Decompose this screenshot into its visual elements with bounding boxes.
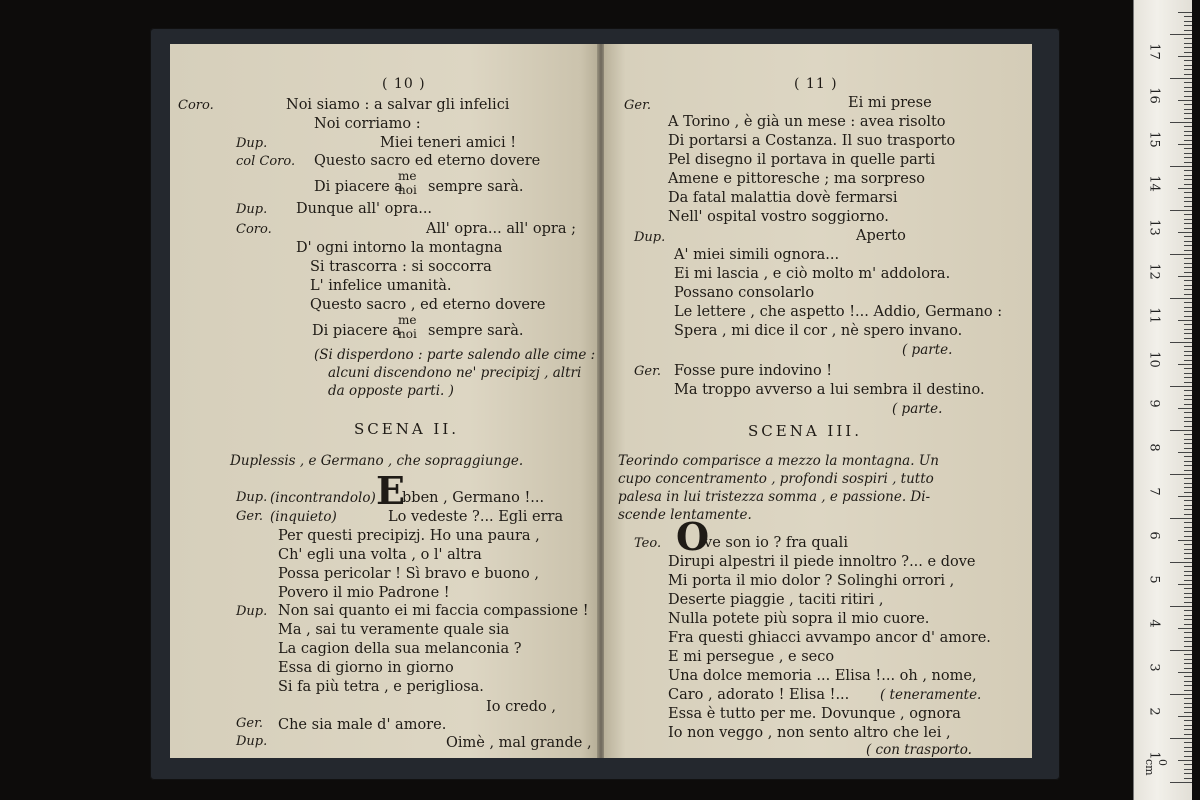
ruler-tick (1184, 602, 1192, 603)
fraction-bottom: noi (398, 183, 417, 197)
ruler-tick (1178, 496, 1192, 497)
speaker: Ger. (236, 509, 263, 524)
ruler-tick (1184, 505, 1192, 506)
ruler-tick (1184, 351, 1192, 352)
stage-direction: ( teneramente. (880, 687, 982, 703)
ruler-tick (1184, 30, 1192, 31)
verse-line: Lo vedeste ?... Egli erra (388, 509, 564, 525)
ruler-tick (1184, 148, 1192, 149)
ruler-tick (1170, 474, 1192, 475)
ruler-tick (1184, 272, 1192, 273)
ruler-tick (1184, 593, 1192, 594)
ruler-tick (1184, 509, 1192, 510)
ruler-tick (1184, 280, 1192, 281)
ruler-tick (1184, 742, 1192, 743)
fraction-bottom: noi (398, 327, 417, 341)
ruler-tick (1184, 619, 1192, 620)
ruler-tick (1184, 65, 1192, 66)
ruler-tick (1184, 399, 1192, 400)
ruler-tick (1184, 289, 1192, 290)
ruler-tick (1184, 690, 1192, 691)
ruler-tick (1184, 778, 1192, 779)
ruler-tick (1178, 628, 1192, 629)
ruler-tick (1184, 676, 1192, 677)
ruler-tick (1184, 536, 1192, 537)
ruler-tick (1178, 760, 1192, 761)
ruler-tick (1184, 527, 1192, 528)
ruler-tick (1184, 355, 1192, 356)
ruler-tick (1184, 421, 1192, 422)
ruler-tick (1184, 553, 1192, 554)
ruler-tick (1170, 298, 1192, 299)
verse-line: bben , Germano !... (402, 490, 545, 506)
verse-line: Una dolce memoria ... Elisa !... oh , nome, (668, 668, 977, 684)
ruler-tick (1184, 685, 1192, 686)
ruler-tick (1184, 311, 1192, 312)
ruler-tick (1184, 544, 1192, 545)
ruler-tick (1184, 712, 1192, 713)
verse-line: Si trascorra : si soccorra (310, 259, 492, 275)
ruler-tick (1184, 294, 1192, 295)
speaker: Dup. (236, 202, 268, 217)
ruler-tick (1184, 373, 1192, 374)
ruler-tick (1184, 637, 1192, 638)
verse-line: Ma troppo avverso a lui sembra il destino. (674, 382, 985, 398)
speaker: Dup. (236, 734, 268, 749)
ruler-tick (1184, 558, 1192, 559)
ruler-tick (1184, 338, 1192, 339)
ruler-tick (1184, 448, 1192, 449)
ruler-tick (1184, 390, 1192, 391)
ruler-tick (1178, 452, 1192, 453)
ruler-tick (1184, 751, 1192, 752)
ruler-tick (1184, 668, 1192, 669)
ruler-number: 10 (1146, 351, 1162, 368)
ruler-tick (1184, 500, 1192, 501)
ruler-tick (1184, 96, 1192, 97)
ruler-tick (1184, 214, 1192, 215)
ruler-number: 4 (1146, 619, 1162, 628)
verse-line: Che sia male d' amore. (278, 717, 447, 733)
ruler-tick (1184, 624, 1192, 625)
ruler-tick (1178, 56, 1192, 57)
speaker: Coro. (236, 222, 272, 237)
stage-direction: Duplessis , e Germano , che sopraggiunge. (230, 453, 524, 469)
ruler-tick (1184, 465, 1192, 466)
scene-title: SCENA III. (748, 422, 862, 440)
verse-line: Di piacere a (314, 179, 403, 195)
verse-line: Fra questi ghiacci avvampo ancor d' amore. (668, 630, 991, 646)
ruler-tick (1184, 632, 1192, 633)
ruler-tick (1184, 773, 1192, 774)
verse-line: Noi corriamo : (314, 116, 421, 132)
drop-cap: O (676, 514, 710, 559)
verse-line: Ch' egli una volta , o l' altra (278, 547, 482, 563)
ruler-tick (1184, 74, 1192, 75)
ruler-tick (1184, 113, 1192, 114)
ruler-tick (1184, 615, 1192, 616)
verse-line: Fosse pure indovino ! (674, 363, 833, 379)
ruler-tick (1184, 571, 1192, 572)
verse-line: La cagion della sua melanconia ? (278, 641, 522, 657)
ruler-tick (1184, 250, 1192, 251)
stage-direction: scende lentamente. (618, 507, 752, 523)
ruler-tick (1184, 131, 1192, 132)
speaker: Dup. (236, 604, 268, 619)
fraction-top: me (398, 169, 417, 183)
ruler-tick (1184, 153, 1192, 154)
ruler-number: 17 (1146, 43, 1162, 60)
verse-line: Possano consolarlo (674, 285, 815, 301)
verse-line: Non sai quanto ei mi faccia compassione ! (278, 603, 589, 619)
ruler-tick (1184, 580, 1192, 581)
ruler-tick (1184, 610, 1192, 611)
ruler-number: 9 (1146, 399, 1162, 408)
ruler-tick (1184, 597, 1192, 598)
stage-direction: (incontrandolo) (270, 490, 376, 506)
ruler-tick (1184, 47, 1192, 48)
ruler-number: 14 (1146, 175, 1162, 192)
ruler-tick (1184, 646, 1192, 647)
ruler-tick (1184, 157, 1192, 158)
ruler-tick (1184, 663, 1192, 664)
ruler-tick (1184, 201, 1192, 202)
ruler-tick (1184, 368, 1192, 369)
ruler-tick (1178, 320, 1192, 321)
stage-direction: ( con trasporto. (866, 742, 972, 758)
verse-line: Essa di giorno in giorno (278, 660, 454, 676)
ruler-tick (1184, 747, 1192, 748)
ruler-tick (1184, 184, 1192, 185)
speaker: Coro. (178, 98, 214, 113)
ruler-tick (1184, 245, 1192, 246)
verse-line: E mi persegue , e seco (668, 649, 835, 665)
speaker: Dup. (236, 136, 268, 151)
ruler-tick (1170, 254, 1192, 255)
ruler-tick (1184, 170, 1192, 171)
ruler-tick (1184, 417, 1192, 418)
stage-direction: da opposte parti. ) (328, 383, 454, 399)
ruler-tick (1184, 285, 1192, 286)
ruler-tick (1184, 404, 1192, 405)
ruler-tick (1184, 258, 1192, 259)
scene-title: SCENA II. (354, 420, 460, 438)
verse-line: Caro , adorato ! Elisa !... (668, 687, 850, 703)
right-page (604, 44, 1032, 758)
ruler-tick (1184, 43, 1192, 44)
ruler-tick (1184, 698, 1192, 699)
ruler-tick (1170, 166, 1192, 167)
ruler-tick (1184, 487, 1192, 488)
stage-direction: (inquieto) (270, 509, 337, 525)
stage-direction: cupo concentramento , profondi sospiri , tutto (618, 471, 934, 487)
ruler-tick (1184, 91, 1192, 92)
ruler-tick (1184, 769, 1192, 770)
ruler-number: 3 (1146, 663, 1162, 672)
ruler-tick (1184, 443, 1192, 444)
verse-line: ve son io ? fra quali (704, 535, 848, 551)
ruler-tick (1184, 329, 1192, 330)
verse-line: Dunque all' opra... (296, 201, 433, 217)
ruler-tick (1184, 575, 1192, 576)
verse-line: Amene e pittoresche ; ma sorpreso (668, 171, 925, 187)
ruler-number: 11 (1146, 307, 1162, 324)
ruler-tick (1178, 12, 1192, 13)
ruler-tick (1184, 703, 1192, 704)
verse-line: Da fatal malattia dovè fermarsi (668, 190, 898, 206)
verse-line: Mi porta il mio dolor ? Solinghi orrori , (668, 573, 955, 589)
ruler-tick (1184, 461, 1192, 462)
ruler-tick (1184, 426, 1192, 427)
ruler-tick (1178, 188, 1192, 189)
verse-line: Per questi precipizj. Ho una paura , (278, 528, 540, 544)
ruler-tick (1184, 219, 1192, 220)
ruler-tick (1178, 276, 1192, 277)
verse-line: Possa pericolar ! Sì bravo e buono , (278, 566, 539, 582)
ruler-tick (1184, 756, 1192, 757)
ruler-tick (1184, 681, 1192, 682)
verse-line: Io non veggo , non sento altro che lei , (668, 725, 951, 741)
ruler-tick (1170, 78, 1192, 79)
ruler-tick (1184, 720, 1192, 721)
verse-line: A Torino , è già un mese : avea risolto (668, 114, 946, 130)
ruler-tick (1184, 302, 1192, 303)
ruler-tick (1184, 175, 1192, 176)
ruler-tick (1184, 478, 1192, 479)
ruler-tick (1184, 522, 1192, 523)
verse-line: sempre sarà. (428, 323, 524, 339)
ruler-tick (1170, 650, 1192, 651)
ruler-number: 2 (1146, 707, 1162, 716)
verse-line: Noi siamo : a salvar gli infelici (286, 97, 510, 113)
speaker: Ger. (634, 364, 661, 379)
ruler-number: 15 (1146, 131, 1162, 148)
verse-line: Essa è tutto per me. Dovunque , ognora (668, 706, 961, 722)
verse-line: Spera , mi dice il cor , nè spero invano. (674, 323, 963, 339)
ruler-tick (1170, 782, 1192, 783)
ruler-number: 16 (1146, 87, 1162, 104)
ruler-tick (1184, 82, 1192, 83)
ruler-tick (1184, 395, 1192, 396)
page-number: ( 11 ) (794, 76, 838, 92)
verse-line: Povero il mio Padrone ! (278, 585, 450, 601)
ruler-tick (1184, 382, 1192, 383)
ruler-tick (1178, 584, 1192, 585)
ruler-tick (1170, 342, 1192, 343)
ruler-tick (1184, 21, 1192, 22)
ruler-number: 8 (1146, 443, 1162, 452)
ruler-number: 12 (1146, 263, 1162, 280)
ruler-tick (1184, 456, 1192, 457)
ruler-tick (1184, 228, 1192, 229)
ruler-number: 6 (1146, 531, 1162, 540)
ruler-tick (1184, 588, 1192, 589)
ruler-tick (1184, 16, 1192, 17)
stage-direction: palesa in lui tristezza somma , e passione. Di- (618, 489, 931, 505)
speaker: Ger. (624, 98, 651, 113)
measurement-ruler (1133, 0, 1192, 800)
verse-line: All' opra... all' opra ; (426, 221, 576, 237)
ruler-tick (1184, 25, 1192, 26)
ruler-tick (1184, 126, 1192, 127)
ruler-tick (1184, 734, 1192, 735)
ruler-tick (1184, 52, 1192, 53)
ruler-tick (1184, 659, 1192, 660)
ruler-tick (1170, 738, 1192, 739)
ruler-tick (1178, 100, 1192, 101)
verse-line: Miei teneri amici ! (380, 135, 517, 151)
verse-line: Ei mi lascia , e ciò molto m' addolora. (674, 266, 951, 282)
verse-line: D' ogni intorno la montagna (296, 240, 503, 256)
ruler-tick (1184, 316, 1192, 317)
ruler-tick (1184, 118, 1192, 119)
ruler-tick (1184, 412, 1192, 413)
ruler-tick (1184, 197, 1192, 198)
ruler-tick (1170, 694, 1192, 695)
ruler-tick (1184, 333, 1192, 334)
verse-line: Pel disegno il portava in quelle parti (668, 152, 936, 168)
verse-line: Nulla potete più sopra il mio cuore. (668, 611, 930, 627)
ruler-tick (1184, 241, 1192, 242)
ruler-tick (1184, 267, 1192, 268)
ruler-tick (1184, 483, 1192, 484)
ruler-tick (1184, 346, 1192, 347)
ruler-tick (1184, 38, 1192, 39)
ruler-tick (1184, 135, 1192, 136)
ruler-number: 7 (1146, 487, 1162, 496)
ruler-tick (1184, 729, 1192, 730)
ruler-tick (1184, 549, 1192, 550)
ruler-tick (1184, 140, 1192, 141)
drop-cap: E (376, 468, 405, 513)
ruler-tick (1184, 360, 1192, 361)
speaker: Dup. (236, 490, 268, 505)
verse-line: L' infelice umanità. (310, 278, 452, 294)
ruler-tick (1184, 206, 1192, 207)
verse-line: Di piacere a (312, 323, 401, 339)
ruler-tick (1178, 144, 1192, 145)
ruler-tick (1184, 764, 1192, 765)
ruler-tick (1184, 87, 1192, 88)
ruler-tick (1170, 210, 1192, 211)
speaker: Dup. (634, 230, 666, 245)
verse-line: Dirupi alpestri il piede innoltro ?... e dove (668, 554, 976, 570)
ruler-number: 13 (1146, 219, 1162, 236)
ruler-tick (1178, 408, 1192, 409)
ruler-tick (1184, 566, 1192, 567)
ruler-tick (1184, 69, 1192, 70)
verse-line: Oimè , mal grande , (446, 735, 592, 751)
ruler-tick (1178, 540, 1192, 541)
ruler-tick (1184, 707, 1192, 708)
verse-line: Questo sacro , ed eterno dovere (310, 297, 546, 313)
ruler-tick (1184, 223, 1192, 224)
ruler-tick (1170, 430, 1192, 431)
ruler-tick (1184, 60, 1192, 61)
verse-line: Questo sacro ed eterno dovere (314, 153, 541, 169)
ruler-tick (1184, 324, 1192, 325)
stage-direction: ( parte. (902, 342, 953, 358)
ruler-tick (1184, 179, 1192, 180)
ruler-tick (1170, 562, 1192, 563)
ruler-tick (1184, 470, 1192, 471)
ruler-tick (1184, 725, 1192, 726)
stage-direction: alcuni discendono ne' precipizj , altri (328, 365, 582, 381)
ruler-tick (1184, 109, 1192, 110)
speaker: col Coro. (236, 154, 296, 169)
verse-line: Aperto (856, 228, 906, 244)
ruler-number: 5 (1146, 575, 1162, 584)
ruler-unit-label: 0 cm (1143, 759, 1169, 776)
stage-direction: ( parte. (892, 401, 943, 417)
speaker: Teo. (634, 536, 662, 551)
ruler-tick (1170, 606, 1192, 607)
ruler-tick (1184, 162, 1192, 163)
verse-line: Io credo , (486, 699, 556, 715)
ruler-tick (1184, 236, 1192, 237)
stage-direction: (Si disperdono : parte salendo alle cime : (314, 347, 596, 363)
ruler-tick (1184, 434, 1192, 435)
fraction-top: me (398, 313, 417, 327)
ruler-tick (1184, 377, 1192, 378)
verse-line: Si fa più tetra , e perigliosa. (278, 679, 484, 695)
ruler-tick (1184, 104, 1192, 105)
verse-line: Deserte piaggie , taciti ritiri , (668, 592, 884, 608)
ruler-tick (1184, 263, 1192, 264)
ruler-tick (1184, 192, 1192, 193)
ruler-tick (1184, 531, 1192, 532)
ruler-tick (1184, 492, 1192, 493)
stage-direction: Teorindo comparisce a mezzo la montagna. Un (618, 453, 939, 469)
page-number: ( 10 ) (382, 76, 426, 92)
ruler-tick (1178, 672, 1192, 673)
verse-line: Ma , sai tu veramente quale sia (278, 622, 510, 638)
ruler-tick (1184, 439, 1192, 440)
ruler-tick (1178, 716, 1192, 717)
left-page (170, 44, 598, 758)
ruler-tick (1170, 34, 1192, 35)
verse-line: Ei mi prese (848, 95, 932, 111)
ruler-tick (1170, 122, 1192, 123)
verse-line: Di portarsi a Costanza. Il suo trasporto (668, 133, 956, 149)
ruler-tick (1184, 654, 1192, 655)
speaker: Ger. (236, 716, 263, 731)
ruler-tick (1170, 386, 1192, 387)
ruler-tick (1184, 641, 1192, 642)
ruler-tick (1184, 514, 1192, 515)
ruler-tick (1184, 307, 1192, 308)
verse-line: Nell' ospital vostro soggiorno. (668, 209, 889, 225)
ruler-number: 1 (1146, 751, 1162, 760)
ruler-tick (1170, 518, 1192, 519)
verse-line: sempre sarà. (428, 179, 524, 195)
ruler-tick (1178, 232, 1192, 233)
verse-line: Le lettere , che aspetto !... Addio, Germano : (674, 304, 1003, 320)
ruler-tick (1178, 364, 1192, 365)
verse-line: A' miei simili ognora... (674, 247, 840, 263)
